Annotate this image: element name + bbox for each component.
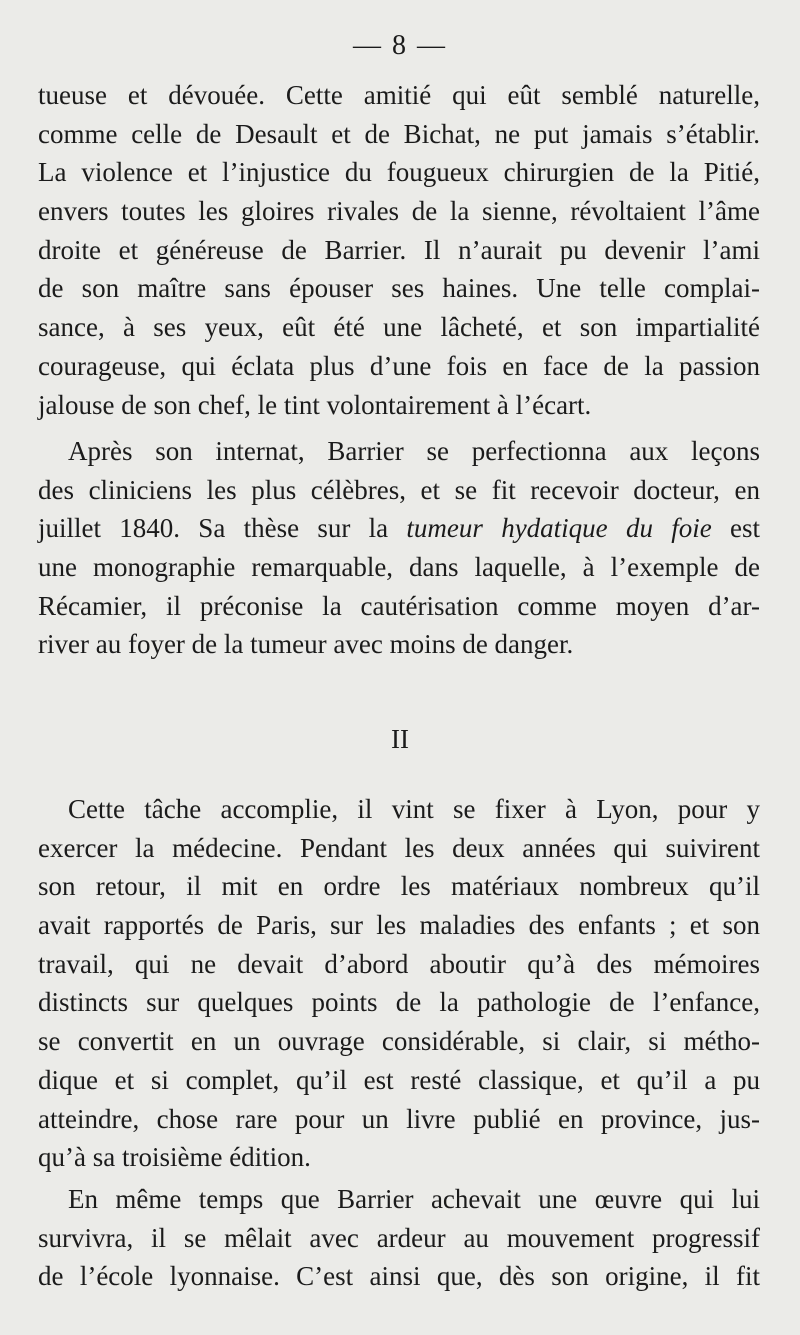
- text-line: En même temps que Barrier achevait une œuvre qui lui: [68, 1184, 760, 1214]
- text-line: avait rapportés de Paris, sur les maladies des enfants ; et son: [38, 910, 760, 941]
- text-line: dique et si complet, qu’il est resté classique, et qu’il a pu: [38, 1064, 760, 1095]
- paragraph-3: [38, 790, 760, 1177]
- text-line: Cette tâche accomplie, il vint se fixer à Lyon, pour y: [68, 794, 760, 824]
- text-line: comme celle de Desault et de Bichat, ne put jamais s’établir.: [38, 118, 760, 149]
- text-line: jalouse de son chef, le tint volontairement à l’écart.: [38, 389, 592, 420]
- section-heading: II: [391, 724, 409, 754]
- text-line: distincts sur quelques points de la pathologie de l’enfance,: [38, 987, 760, 1018]
- text-line: droite et généreuse de Barrier. Il n’aurait pu devenir l’ami: [38, 234, 760, 265]
- text-line: travail, qui ne devait d’abord aboutir qu’à des mémoires: [38, 948, 760, 979]
- text-line: sance, à ses yeux, eût été une lâcheté, et son impartialité: [38, 312, 760, 343]
- text-line: qu’à sa troisième édition.: [38, 1142, 311, 1173]
- text-line: courageuse, qui éclata plus d’une fois en face de la passion: [38, 350, 760, 381]
- paragraph-2: [38, 432, 760, 664]
- text-line: des cliniciens les plus célèbres, et se fit recevoir docteur, en: [38, 474, 760, 505]
- text-line: envers toutes les gloires rivales de la sienne, révoltaient l’âme: [38, 196, 760, 227]
- text-line: une monographie remarquable, dans laquelle, à l’exemple de: [38, 552, 760, 583]
- paragraph-4: [38, 1180, 760, 1296]
- text-line: de son maître sans épouser ses haines. Une telle complai-: [38, 273, 760, 304]
- text-line: son retour, il mit en ordre les matériaux nombreux qu’il: [38, 871, 760, 902]
- text-line: atteindre, chose rare pour un livre publié en province, jus-: [38, 1103, 760, 1134]
- text-segment: est: [711, 513, 761, 544]
- text-line: river au foyer de la tumeur avec moins de danger.: [38, 629, 574, 660]
- text-line: se convertit en un ouvrage considérable, si clair, si métho-: [38, 1026, 760, 1057]
- thesis-title: tumeur hydatique du foie: [406, 513, 712, 544]
- text-line: tueuse et dévouée. Cette amitié qui eût semblé naturelle,: [38, 80, 760, 110]
- paragraph-1: [38, 76, 760, 424]
- text-line: survivra, il se mêlait avec ardeur au mouvement progressif: [38, 1222, 760, 1253]
- text-line: La violence et l’injustice du fougueux chirurgien de la Pitié,: [38, 157, 760, 188]
- text-line: exercer la médecine. Pendant les deux années qui suivirent: [38, 832, 760, 863]
- text-line-with-title: [38, 509, 760, 548]
- page-number: — 8 —: [353, 30, 447, 61]
- text-line: Après son internat, Barrier se perfectionna aux leçons: [68, 436, 760, 466]
- text-line: de l’école lyonnaise. C’est ainsi que, dès son origine, il fit: [38, 1261, 760, 1292]
- text-segment: juillet 1840. Sa thèse sur la: [38, 513, 407, 544]
- text-line: Récamier, il préconise la cautérisation comme moyen d’ar-: [38, 590, 760, 621]
